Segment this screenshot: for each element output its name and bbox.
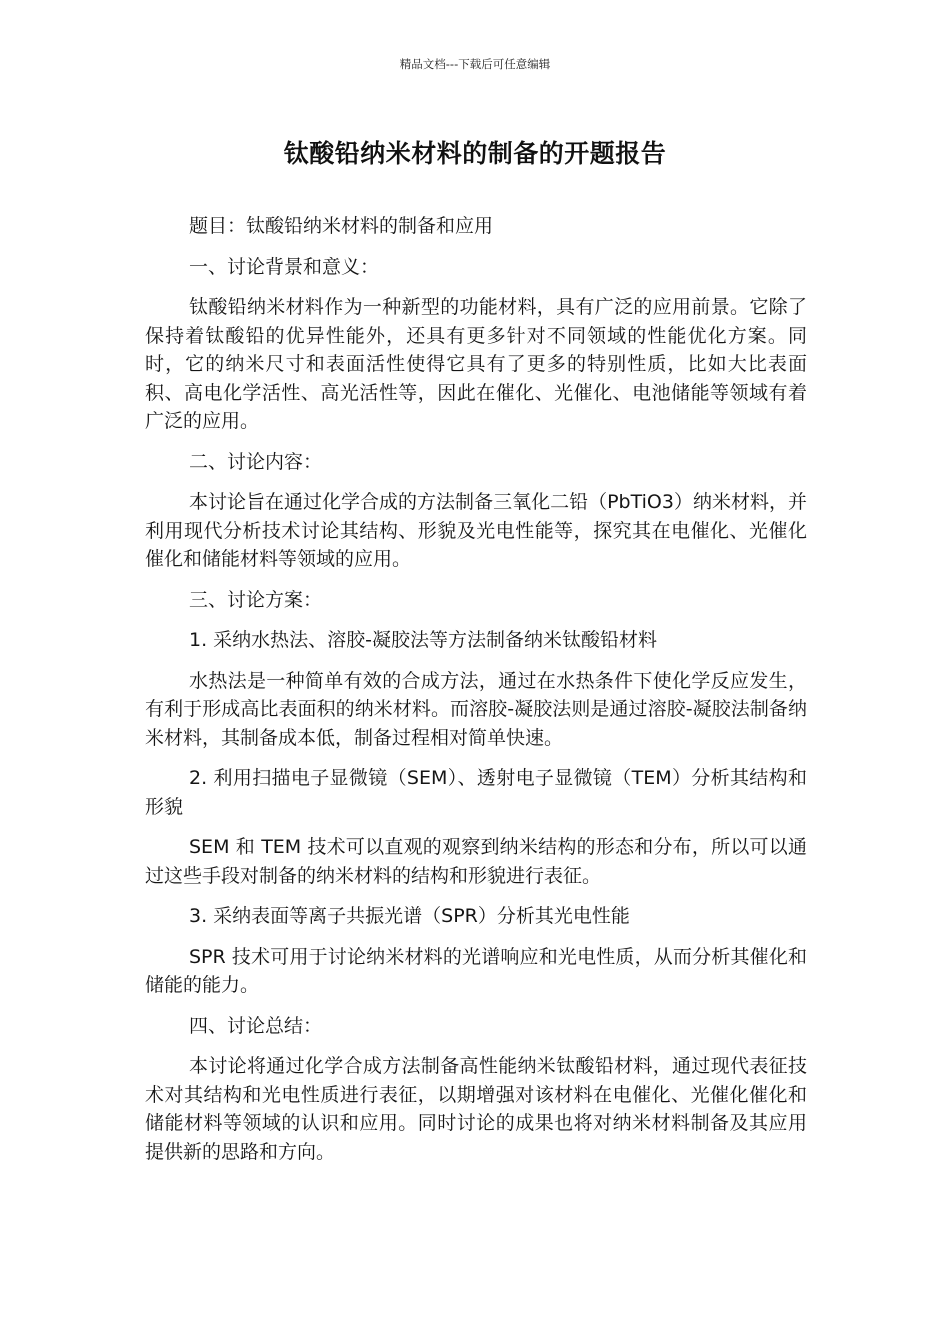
paragraph-summary: 本讨论将通过化学合成方法制备高性能纳米钛酸铅材料，通过现代表征技术对其结构和光电性质进行表征，以期增强对该材料在电催化、光催化催化和储能材料等领域的认识和应用。同时讨论的成果也将对纳米材料制备及其应用提供新的思路和方向。 bbox=[145, 1055, 807, 1163]
plan-item-2: 2. 利用扫描电子显微镜（SEM）、透射电子显微镜（TEM）分析其结构和形貌 bbox=[145, 767, 807, 818]
paragraph-plan-1: 水热法是一种简单有效的合成方法，通过在水热条件下使化学反应发生，有利于形成高比表面积的纳米材料。而溶胶-凝胶法则是通过溶胶-凝胶法制备纳米材料，其制备成本低，制备过程相对简单快速。 bbox=[145, 669, 807, 749]
paragraph-plan-2: SEM 和 TEM 技术可以直观的观察到纳米结构的形态和分布，所以可以通过这些手段对制备的纳米材料的结构和形貌进行表征。 bbox=[145, 836, 807, 887]
paragraph-background: 钛酸铅纳米材料作为一种新型的功能材料，具有广泛的应用前景。它除了保持着钛酸铅的优异性能外，还具有更多针对不同领域的性能优化方案。同时，它的纳米尺寸和表面活性使得它具有了更多的特别性质，比如大比表面积、高电化学活性、高光活性等，因此在催化、光催化、电池储能等领域有着广泛的应用。 bbox=[145, 296, 807, 432]
header-note: 精品文档---下载后可任意编辑 bbox=[399, 57, 551, 71]
section-heading-content: 二、讨论内容： bbox=[189, 450, 323, 473]
paragraph-plan-3: SPR 技术可用于讨论纳米材料的光谱响应和光电性质，从而分析其催化和储能的能力。 bbox=[145, 945, 807, 996]
document-body bbox=[145, 212, 807, 1178]
plan-item-3: 3. 采纳表面等离子共振光谱（SPR）分析其光电性能 bbox=[189, 905, 630, 927]
section-heading-summary: 四、讨论总结： bbox=[189, 1014, 323, 1037]
section-heading-background: 一、讨论背景和意义： bbox=[189, 255, 380, 278]
document-title: 钛酸铅纳米材料的制备的开题报告 bbox=[283, 139, 667, 168]
paragraph-content: 本讨论旨在通过化学合成的方法制备三氧化二铅（PbTiO3）纳米材料，并利用现代分析技术讨论其结构、形貌及光电性能等，探究其在电催化、光催化催化和储能材料等领域的应用。 bbox=[145, 491, 807, 570]
topic-line: 题目：钛酸铅纳米材料的制备和应用 bbox=[189, 215, 494, 237]
plan-item-1: 1. 采纳水热法、溶胶-凝胶法等方法制备纳米钛酸铅材料 bbox=[189, 629, 658, 651]
section-heading-plan: 三、讨论方案： bbox=[189, 588, 323, 611]
